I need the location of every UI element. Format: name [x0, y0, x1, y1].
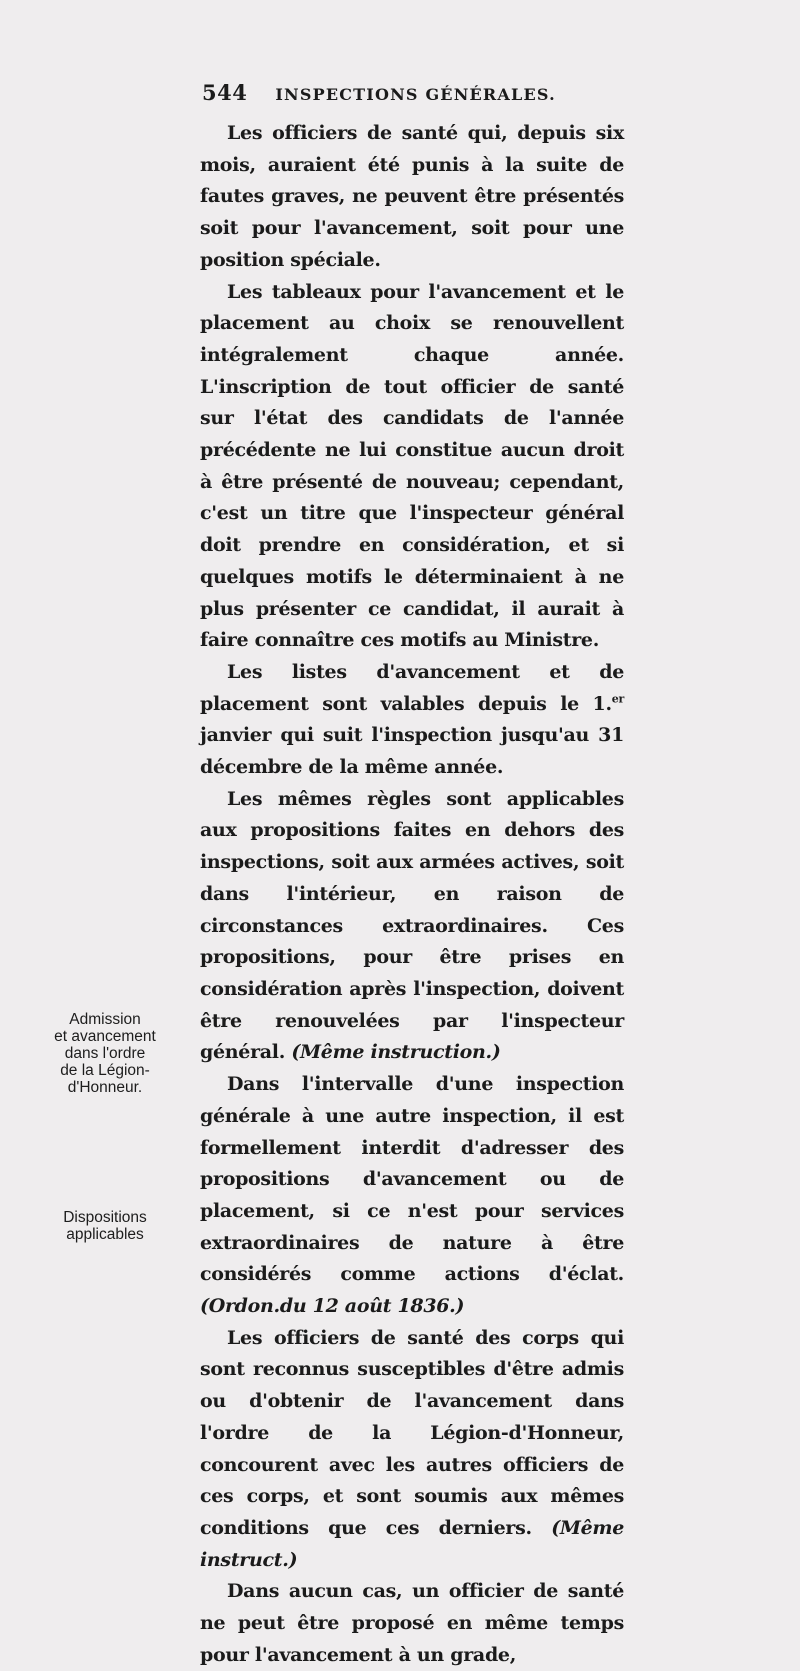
validity-text-start: Les listes d'avancement et de placement sont valables depuis le 1.	[200, 660, 624, 715]
paragraph-punishment: Les officiers de santé qui, depuis six mois, auraient été punis à la suite de fautes graves, ne peuvent être présentés soit pour l'avancement, soit pour une position spéciale.	[200, 122, 624, 271]
citation: (Ordon.du 12 août 1836.)	[200, 1295, 465, 1318]
margin-note-line: applicables	[66, 1226, 144, 1243]
paragraph-interval	[200, 1069, 624, 1323]
body-text	[200, 118, 624, 1671]
extraordinary-text: Les mêmes règles sont applicables aux propositions faites en dehors des inspections, soit aux armées actives, soit dans l'intérieur, en raison de circonstances extraordinaires. Ces propositions, pour être prises en considération après l'inspection, doivent être renouvelées par l'inspecteur général.	[200, 787, 624, 1064]
ordinal-superscript: er	[611, 692, 624, 706]
margin-note-admission	[30, 1011, 180, 1096]
margin-note-dispositions	[30, 1209, 180, 1243]
paragraph-extraordinary	[200, 784, 624, 1069]
margin-note-line: et avancement	[54, 1028, 156, 1045]
citation: (Même instruction.)	[291, 1041, 501, 1064]
margin-note-line: de la Légion-	[60, 1062, 150, 1079]
paragraph-legion-honneur	[200, 1323, 624, 1577]
legion-text: Les officiers de santé des corps qui sont reconnus susceptibles d'être admis ou d'obtenir de l'avancement dans l'ordre de la Légion-d'Honneur, concourent avec les autres officiers de ces corps, et sont soumis aux mêmes conditions que ces derniers.	[200, 1326, 624, 1539]
paragraph-tableaux: Les tableaux pour l'avancement et le placement au choix se renouvellent intégralement chaque année. L'inscription de tout officier de santé sur l'état des candidats de l'année précédente ne lui constitue aucun droit à être présenté de nouveau; cependant, c'est un titre que l'inspecteur général doit prendre en considération, et si quelques motifs le déterminaient à ne plus présenter ce candidat, il aurait à faire connaître ces motifs au Ministre.	[200, 280, 624, 652]
margin-note-line: Dispositions	[63, 1209, 147, 1226]
page-number: 544	[202, 80, 248, 105]
margin-note-line: Admission	[69, 1011, 141, 1028]
paragraph-validity	[200, 657, 624, 784]
citation: (Même instruct.)	[200, 1516, 624, 1571]
margin-note-line: d'Honneur.	[67, 1079, 143, 1096]
validity-text-end: janvier qui suit l'inspection jusqu'au 31 décembre de la même année.	[200, 724, 624, 779]
interval-text: Dans l'intervalle d'une inspection générale à une autre inspection, il est formellement interdit d'adresser des propositions d'avancement ou de placement, si ce n'est pour services extraordinaires de nature à être considérés comme actions d'éclat.	[200, 1073, 624, 1286]
running-title: INSPECTIONS GÉNÉRALES.	[275, 85, 556, 104]
paragraph-dispositions: Dans aucun cas, un officier de santé ne peut être proposé en même temps pour l'avancement à un grade,	[200, 1580, 624, 1666]
margin-note-line: dans l'ordre	[64, 1045, 146, 1062]
page-header	[202, 80, 622, 110]
